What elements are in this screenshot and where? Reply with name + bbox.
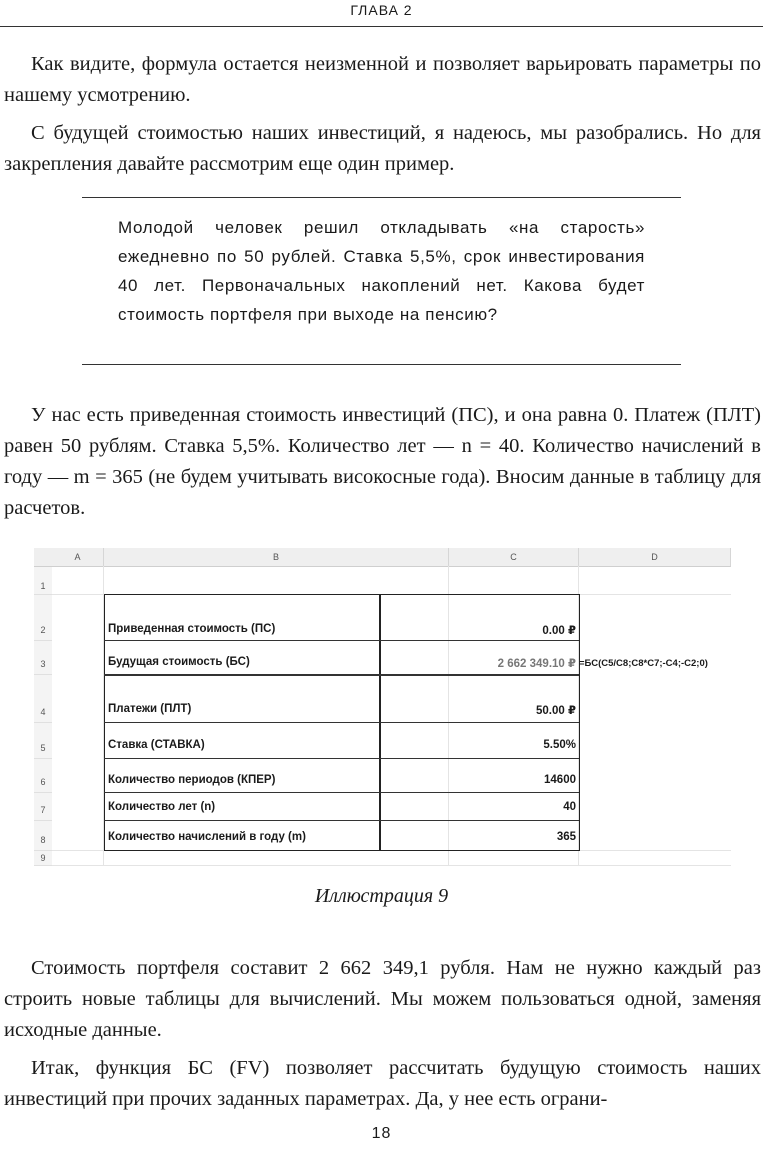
table-row-divider: [104, 640, 579, 641]
cell-value-pv: 0.00 ₽: [542, 625, 576, 637]
paragraph-4: Стоимость портфеля составит 2 662 349,1 рубля. Нам не нужно каждый раз строить новые таблицы для вычислений. Мы можем пользоваться одной, заменяя исходные данные.: [4, 957, 761, 1041]
cell-label-pv: Приведенная стоимость (ПС): [108, 623, 276, 635]
header-divider: [0, 26, 763, 27]
cell-value-pmt: 50.00 ₽: [536, 705, 576, 717]
row-header: 2: [34, 595, 52, 641]
row-header: 6: [34, 759, 52, 793]
problem-box-top-rule: [82, 197, 681, 198]
row-header: 4: [34, 675, 52, 723]
chapter-header: ГЛАВА 2: [350, 2, 413, 18]
column-header-a: A: [52, 548, 104, 567]
cell-value-rate: 5.50%: [543, 739, 576, 751]
table-row-divider: [104, 820, 579, 821]
paragraph-5: Итак, функция БС (FV) позволяет рассчитать будущую стоимость наших инвестиций при прочих заданных параметрах. Да, у нее есть ограни-: [4, 1057, 761, 1110]
paragraph-2: С будущей стоимостью наших инвестиций, я надеюсь, мы разобрались. Но для закрепления давайте рассмотрим еще один пример.: [4, 122, 761, 175]
spreadsheet-illustration: [34, 548, 731, 866]
corner-cell: [34, 548, 53, 567]
cell-label-m: Количество начислений в году (m): [108, 831, 306, 843]
row-header: 8: [34, 821, 52, 851]
table-row-divider: [104, 758, 579, 759]
figure-caption: Иллюстрация 9: [314, 885, 449, 907]
problem-statement: Молодой человек решил откладывать «на старость» ежедневно по 50 рублей. Ставка 5,5%, срок инвестирования 40 лет. Первоначальных накоплений нет. Какова будет стоимость портфеля при выходе на пенсию?: [118, 218, 645, 324]
table-row-divider: [104, 792, 579, 793]
paragraph-1: Как видите, формула остается неизменной и позволяет варьировать параметры по нашему усмотрению.: [4, 53, 761, 106]
problem-box-bottom-rule: [82, 364, 681, 365]
cell-label-fv: Будущая стоимость (БС): [108, 656, 250, 668]
page-number: 18: [371, 1125, 392, 1142]
column-header-b: B: [104, 548, 449, 567]
table-row-divider: [104, 674, 579, 676]
column-header-d: D: [579, 548, 731, 567]
cell-label-pmt: Платежи (ПЛТ): [108, 703, 192, 715]
table-row-divider: [104, 722, 579, 723]
row-header: 9: [34, 851, 52, 866]
cell-label-rate: Ставка (СТАВКА): [108, 739, 205, 751]
row-header: 5: [34, 723, 52, 759]
cell-value-nper: 14600: [544, 774, 576, 786]
column-header-c: C: [449, 548, 579, 567]
paragraph-3: У нас есть приведенная стоимость инвестиций (ПС), и она равна 0. Платеж (ПЛТ) равен 50 рублям. Ставка 5,5%. Количество лет — n = 40. Количество начислений в году — m = 365 (не будем учитывать високосные года). Вносим данные в таблицу для расчетов.: [4, 404, 761, 519]
row-header: 7: [34, 793, 52, 821]
cell-value-years: 40: [563, 801, 576, 813]
row-header: 1: [34, 567, 52, 595]
cell-value-m: 365: [556, 831, 576, 843]
cell-label-years: Количество лет (n): [108, 801, 216, 813]
row-header: 3: [34, 641, 52, 675]
formula-text: =БС(C5/C8;C8*C7;-C4;-C2;0): [579, 658, 708, 669]
cell-value-fv: 2 662 349.10 ₽: [497, 658, 576, 670]
cell-label-nper: Количество периодов (КПЕР): [108, 774, 276, 786]
gridline: [52, 865, 731, 866]
